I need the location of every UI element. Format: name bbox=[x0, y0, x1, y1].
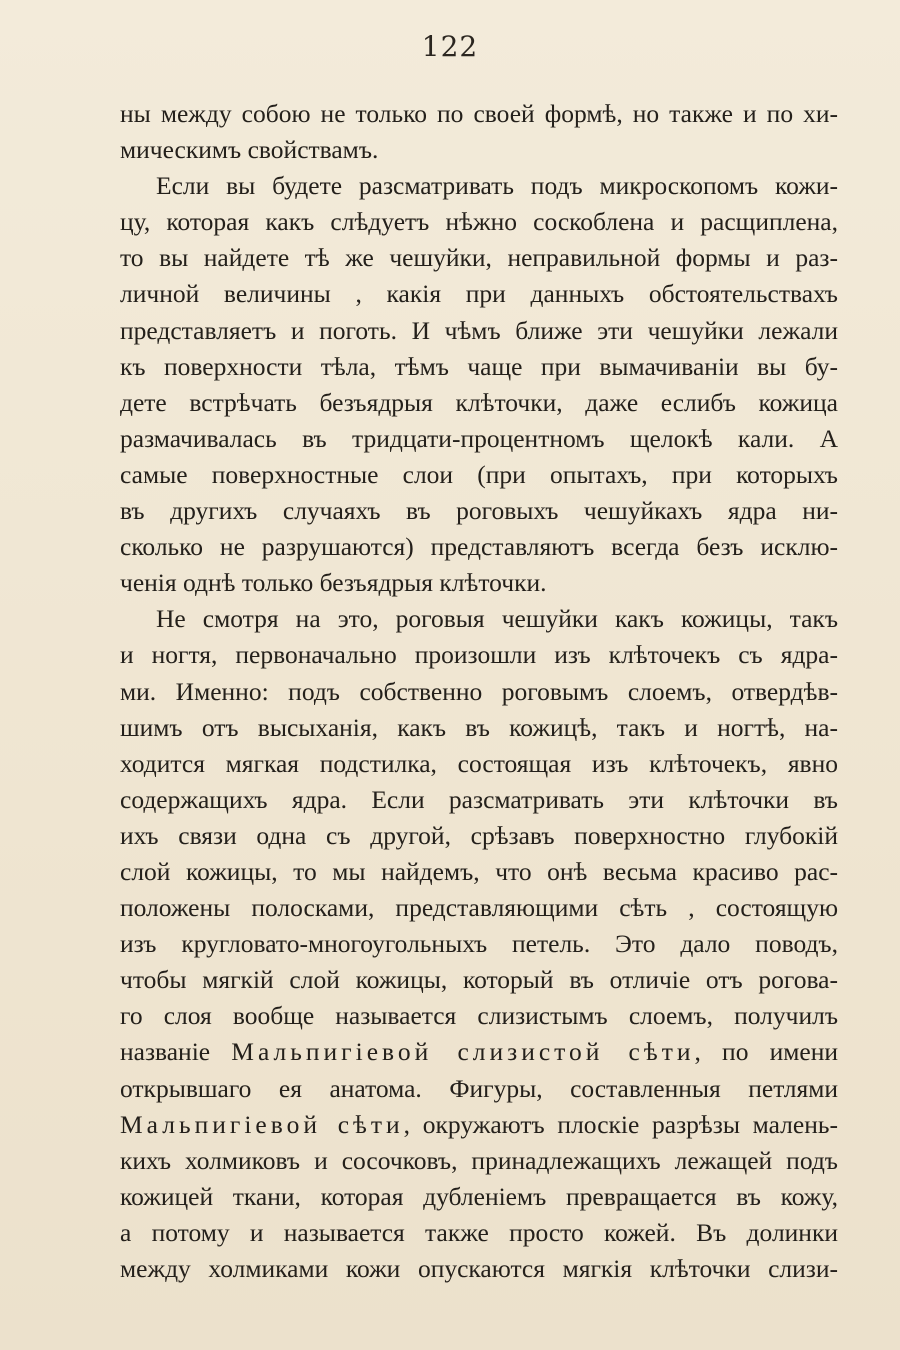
text-line: то вы найдете тѣ же чешуйки, неправильной формы и раз- bbox=[120, 243, 838, 273]
text-line: и ногтя, первоначально произошли изъ клѣточекъ съ ядра- bbox=[120, 640, 838, 670]
text-line bbox=[120, 1034, 838, 1070]
text-line: ми. Именно: подъ собственно роговымъ слоемъ, отвердѣв- bbox=[120, 676, 838, 706]
text-line: ны между собою не только по своей формѣ, но также и по хи- bbox=[120, 99, 838, 128]
text-line: къ поверхности тѣла, тѣмъ чаще при вымачиваніи вы бу- bbox=[120, 351, 838, 381]
text-line: ченія однѣ только безъядрыя клѣточки. bbox=[120, 568, 547, 598]
page-number: 122 bbox=[421, 30, 479, 63]
text-line: содержащихъ ядра. Если разсматривать эти клѣточки въ bbox=[120, 784, 838, 814]
text-line: представляетъ и поготь. И чѣмъ ближе эти чешуйки лежали bbox=[120, 315, 838, 345]
text-line: между холмиками кожи опускаются мягкія клѣточки слизи- bbox=[120, 1254, 838, 1283]
text-line: шимъ отъ высыханія, какъ въ кожицѣ, такъ и ногтѣ, на- bbox=[120, 712, 838, 742]
text-line: чтобы мягкій слой кожицы, который въ отличіе отъ рогова- bbox=[120, 965, 838, 995]
text-fragment: названіе bbox=[120, 1037, 232, 1067]
text-line: изъ кругловато-многоугольныхъ петель. Это дало поводъ, bbox=[120, 929, 838, 959]
emphasized-term: Мальпигіевой слизистой сѣти bbox=[231, 1037, 695, 1067]
emphasized-term: Мальпигіевой сѣти bbox=[120, 1109, 404, 1139]
text-line: го слоя вообще называется слизистымъ слоемъ, получилъ bbox=[120, 1001, 838, 1031]
text-line: Если вы будете разсматривать подъ микроскопомъ кожи- bbox=[156, 171, 838, 201]
text-line: кихъ холмиковъ и сосочковъ, принадлежащихъ лежащей подъ bbox=[120, 1145, 838, 1175]
text-line: дете встрѣчать безъядрыя клѣточки, даже еслибъ кожица bbox=[120, 387, 838, 417]
body-text bbox=[120, 96, 838, 1287]
text-line: открывшаго ея анатома. Фигуры, составленныя петлями bbox=[120, 1073, 838, 1103]
text-line: личной величины , какія при данныхъ обстоятельствахъ bbox=[120, 279, 838, 309]
text-line: мическимъ свойствамъ. bbox=[120, 135, 379, 165]
text-line: кожицей ткани, которая дубленіемъ превращается въ кожу, bbox=[120, 1181, 838, 1211]
text-line: положены полосками, представляющими сѣть , состоящую bbox=[120, 893, 838, 923]
text-line: цу, которая какъ слѣдуетъ нѣжно соскоблена и расщиплена, bbox=[120, 207, 838, 237]
text-fragment: , по имени bbox=[694, 1037, 838, 1067]
text-line: размачивалась въ тридцати-процентномъ щелокѣ кали. А bbox=[120, 423, 838, 453]
text-line: въ другихъ случаяхъ въ роговыхъ чешуйкахъ ядра ни- bbox=[120, 496, 838, 526]
text-line: ихъ связи одна съ другой, срѣзавъ поверхностно глубокій bbox=[120, 820, 838, 850]
text-line bbox=[120, 1107, 838, 1143]
text-line: сколько не разрушаются) представляютъ всегда безъ исклю- bbox=[120, 532, 838, 562]
text-line: слой кожицы, то мы найдемъ, что онѣ весьма красиво рас- bbox=[120, 856, 838, 886]
text-line: ходится мягкая подстилка, состоящая изъ клѣточекъ, явно bbox=[120, 748, 838, 778]
text-fragment: , окружаютъ плоскіе разрѣзы малень- bbox=[403, 1109, 838, 1139]
text-line: а потому и называется также просто кожей. Въ долинки bbox=[120, 1217, 838, 1247]
text-line: самые поверхностные слои (при опытахъ, при которыхъ bbox=[120, 459, 838, 489]
text-line: Не смотря на это, роговыя чешуйки какъ кожицы, такъ bbox=[156, 604, 838, 634]
